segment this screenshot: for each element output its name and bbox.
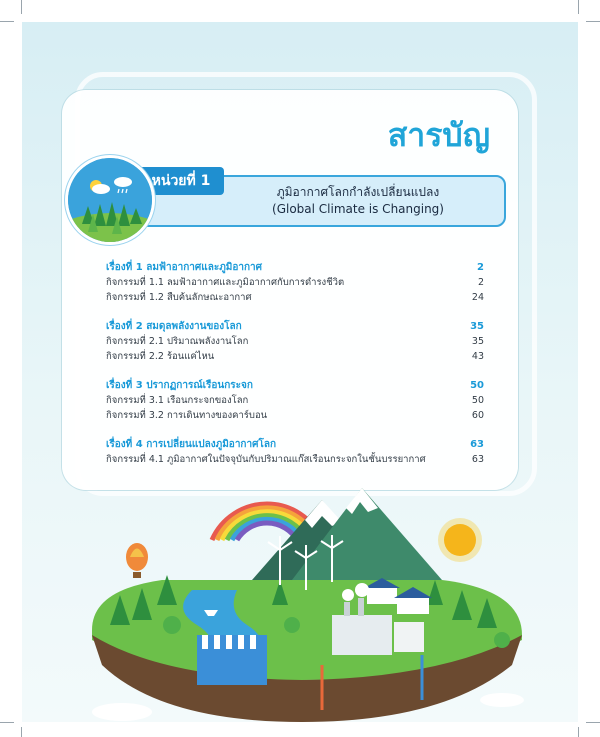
activity-page: 24 bbox=[471, 292, 484, 303]
toc-activity[interactable] bbox=[106, 290, 484, 305]
activity-title: กิจกรรมที่ 1.2 สืบค้นลักษณะอากาศ bbox=[106, 292, 252, 303]
toc-activity[interactable] bbox=[106, 393, 484, 408]
activity-page: 60 bbox=[471, 410, 484, 421]
chapter-title: เรื่องที่ 3 ปรากฏการณ์เรือนกระจก bbox=[106, 380, 253, 391]
crop-mark bbox=[586, 21, 600, 22]
sun-icon bbox=[438, 518, 482, 562]
toc-activity[interactable] bbox=[106, 408, 484, 423]
activity-title: กิจกรรมที่ 1.1 ลมฟ้าอากาศและภูมิอากาศกับการดำรงชีวิต bbox=[106, 277, 345, 288]
crop-mark bbox=[578, 727, 579, 737]
toc-section bbox=[106, 378, 484, 423]
toc-activity[interactable] bbox=[106, 275, 484, 290]
unit-tab: หน่วยที่ 1 bbox=[138, 167, 224, 195]
activity-page: 35 bbox=[471, 336, 484, 347]
activity-title: กิจกรรมที่ 4.1 ภูมิอากาศในปัจจุบันกับปริมาณแก๊สเรือนกระจกในชั้นบรรยากาศ bbox=[106, 454, 426, 465]
toc-activity[interactable] bbox=[106, 334, 484, 349]
crop-mark bbox=[21, 0, 22, 14]
chapter-page: 50 bbox=[470, 380, 484, 391]
chapter-page: 2 bbox=[477, 262, 484, 273]
hot-air-balloon-icon bbox=[126, 543, 148, 578]
chapter-title: เรื่องที่ 1 ลมฟ้าอากาศและภูมิอากาศ bbox=[106, 262, 263, 273]
toc-chapter[interactable] bbox=[106, 260, 484, 275]
unit-title-th: ภูมิอากาศโลกกำลังเปลี่ยนแปลง bbox=[276, 185, 440, 199]
toc-section bbox=[106, 260, 484, 305]
unit-title bbox=[250, 184, 466, 218]
toc-section bbox=[106, 319, 484, 364]
toc-chapter[interactable] bbox=[106, 319, 484, 334]
activity-page: 2 bbox=[477, 277, 484, 288]
chapter-page: 63 bbox=[470, 439, 484, 450]
chapter-page: 35 bbox=[470, 321, 484, 332]
unit-title-en: (Global Climate is Changing) bbox=[272, 202, 444, 216]
crop-mark bbox=[0, 722, 14, 723]
chapter-title: เรื่องที่ 4 การเปลี่ยนแปลงภูมิอากาศโลก bbox=[106, 439, 276, 450]
activity-page: 43 bbox=[471, 351, 484, 362]
cloud-icon bbox=[480, 693, 524, 707]
crop-mark bbox=[578, 0, 579, 14]
page-title: สารบัญ bbox=[387, 116, 490, 154]
crop-mark bbox=[0, 21, 14, 22]
toc-activity[interactable] bbox=[106, 349, 484, 364]
floating-island-illustration bbox=[22, 430, 578, 722]
activity-title: กิจกรรมที่ 3.1 เรือนกระจกของโลก bbox=[106, 395, 249, 406]
crop-mark bbox=[21, 727, 22, 737]
crop-mark bbox=[586, 722, 600, 723]
chapter-title: เรื่องที่ 2 สมดุลพลังงานของโลก bbox=[106, 321, 242, 332]
cloud-icon bbox=[92, 703, 152, 721]
activity-title: กิจกรรมที่ 3.2 การเดินทางของคาร์บอน bbox=[106, 410, 268, 421]
toc-chapter[interactable] bbox=[106, 378, 484, 393]
unit-emblem-forest-icon bbox=[68, 158, 152, 242]
activity-title: กิจกรรมที่ 2.2 ร้อนแค่ไหน bbox=[106, 351, 215, 362]
activity-page: 50 bbox=[471, 395, 484, 406]
activity-title: กิจกรรมที่ 2.1 ปริมาณพลังงานโลก bbox=[106, 336, 249, 347]
activity-page: 63 bbox=[471, 454, 484, 465]
